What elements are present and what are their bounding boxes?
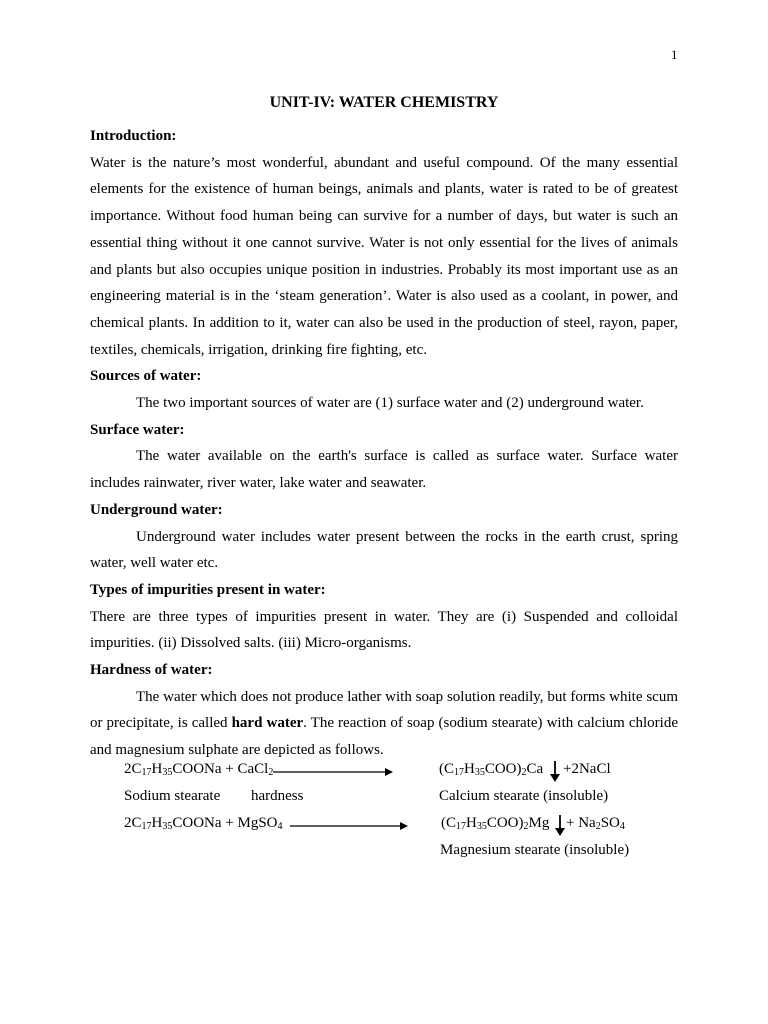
surface-water-text: The water available on the earth's surface is called as surface water. Surface water includes rainwater, river water, lake water and seawater.	[90, 448, 678, 492]
reaction-2	[0, 815, 768, 842]
sources-heading: Sources of water:	[90, 368, 202, 385]
surface-water-heading: Surface water:	[90, 421, 185, 438]
reaction-arrow-icon	[290, 819, 408, 833]
magnesium-stearate-label: Magnesium stearate (insoluble)	[440, 842, 630, 858]
precipitate-arrow-icon	[549, 761, 561, 783]
precipitate-arrow-icon	[554, 815, 566, 837]
reaction-arrow-icon	[273, 765, 393, 779]
reaction-2-products: $(C_{17}H_{35}COO)_2Mg$	[441, 815, 550, 832]
sources-text: The two important sources of water are (1) surface water and (2) underground water.	[136, 395, 644, 412]
hardness-text-after: . The reaction of soap (sodium stearate) with calcium chloride and magnesium sulphate are depicted as follows.	[90, 715, 678, 759]
reaction-1-byproduct: +2NaCl	[563, 761, 611, 777]
reactions-block	[0, 761, 768, 869]
calcium-stearate-label: Calcium stearate (insoluble)	[439, 788, 609, 804]
reaction-1-labels	[0, 788, 768, 815]
reaction-1	[0, 761, 768, 788]
hard-water-term: hard water	[231, 715, 304, 732]
reaction-2-labels	[0, 842, 768, 869]
sodium-stearate-label: Sodium stearate	[124, 788, 221, 804]
reaction-2-byproduct: + $Na_2SO_4$	[566, 815, 625, 832]
underground-water-heading: Underground water:	[90, 501, 223, 518]
impurities-heading: Types of impurities present in water:	[90, 581, 326, 598]
page-title: UNIT-IV: WATER CHEMISTRY	[269, 94, 499, 111]
underground-water-text: Underground water includes water present between the rocks in the earth crust, spring water, well water etc.	[90, 528, 678, 572]
introduction-text: Water is the nature’s most wonderful, abundant and useful compound. Of the many essential elements for the existence of human beings, animals and plants, water is rated to be of greatest importance. Without food human being can survive for a number of days, but water is such an essential thing without it one cannot survive. Water is not only essential for the lives of animals and plants but also occupies unique position in industries. Probably its most important use as an engineering material is in the ‘steam generation’. Water is also used as a coolant, in power, and chemical plants. In addition to it, water can also be used in the production of steel, rayon, paper, textiles, chemicals, irrigation, drinking fire fighting, etc.	[90, 154, 678, 358]
introduction-heading: Introduction:	[90, 128, 177, 144]
impurities-text: There are three types of impurities present in water. They are (i) Suspended and colloidal impurities. (ii) Dissolved salts. (iii) Micro-organisms.	[90, 608, 678, 652]
hardness-text-before: The water which does not produce lather with soap solution readily, but forms white scum or precipitate, is called	[90, 688, 678, 732]
reaction-1-products: $(C_{17}H_{35}COO)_2Ca$	[439, 761, 544, 778]
hardness-label: hardness	[251, 788, 304, 804]
reaction-2-reactants: $2C_{17}H_{35}COONa$ + MgSO$_4$	[124, 815, 283, 832]
page-number: 1	[671, 47, 678, 62]
hardness-heading: Hardness of water:	[90, 662, 213, 679]
reaction-1-reactants: $2C_{17}H_{35}COONa$ + CaCl$_2$	[124, 761, 274, 778]
hardness-text	[90, 684, 678, 764]
document-body	[90, 123, 678, 764]
